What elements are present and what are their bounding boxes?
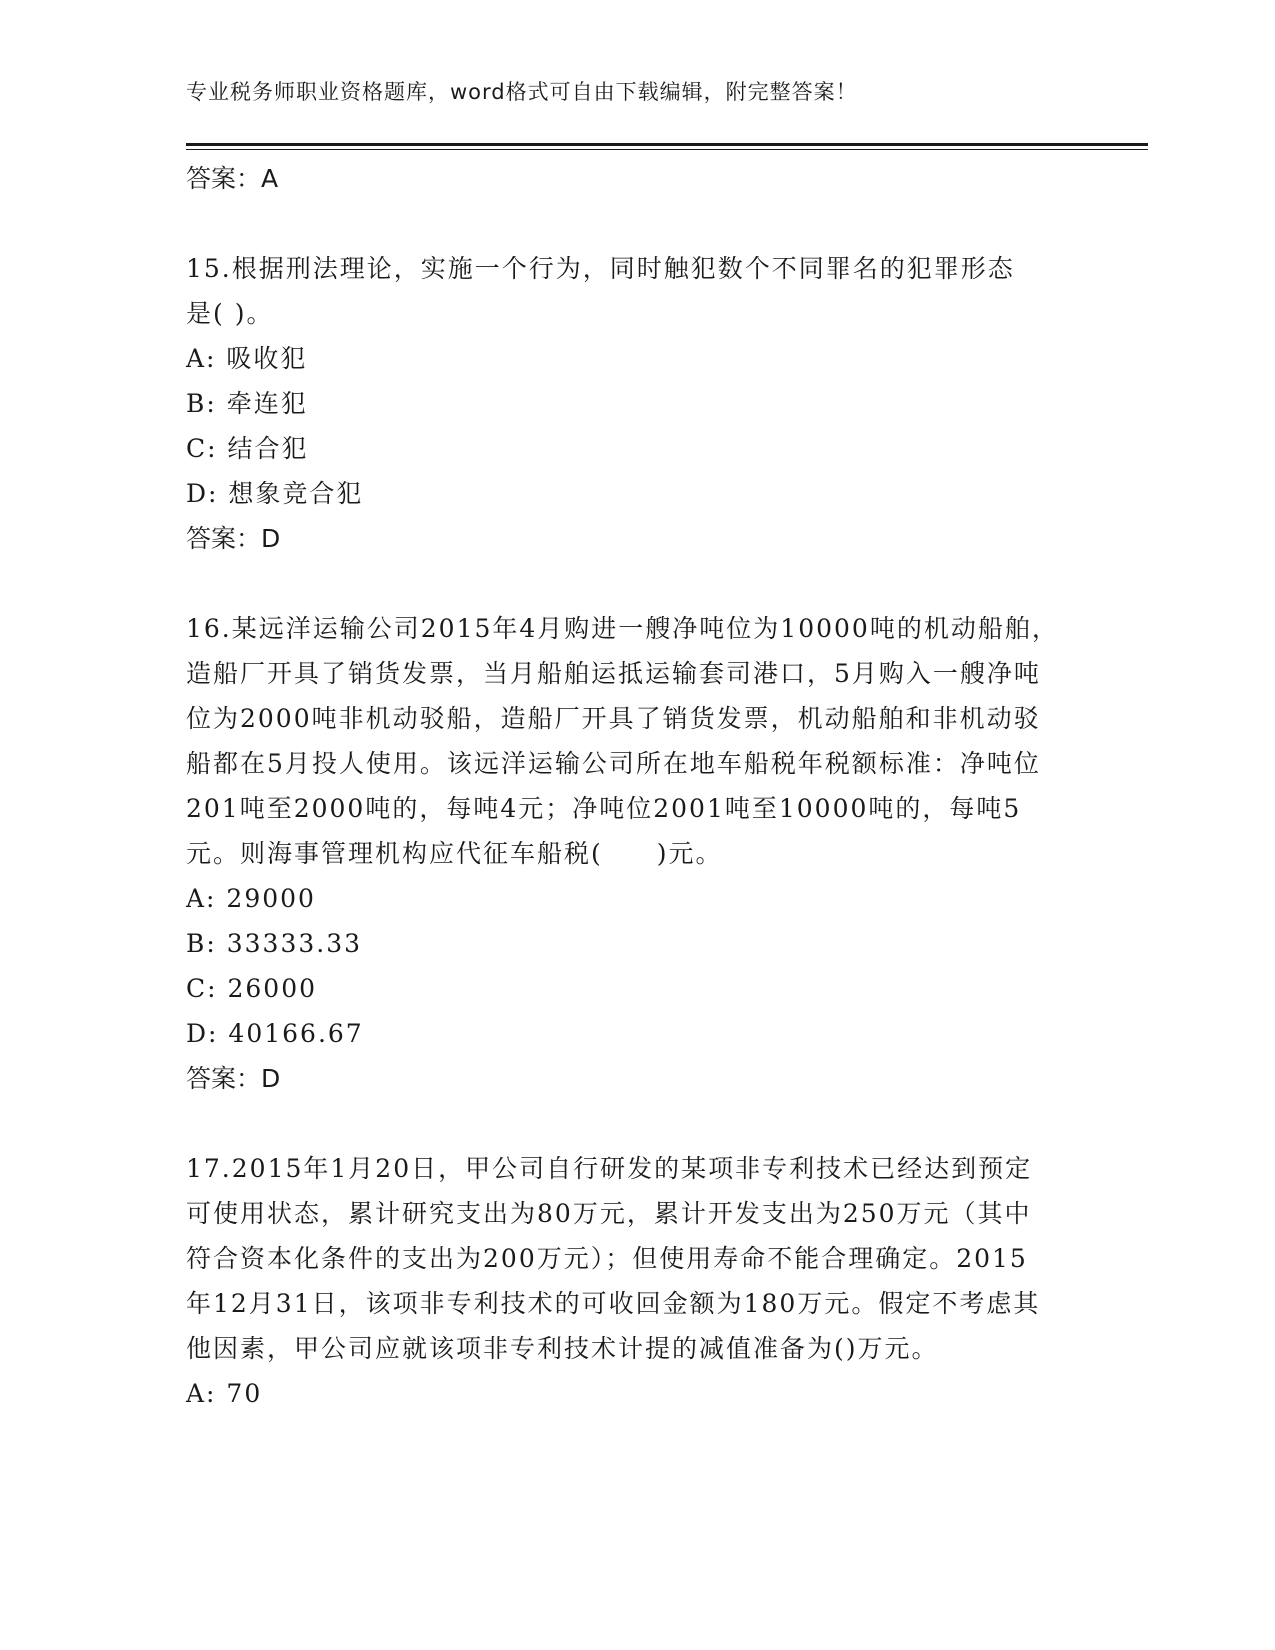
question-stem: 16.某远洋运输公司2015年4月购进一艘净吨位为10000吨的机动船舶，造船厂开具了销货发票，当月船舶运抵运输套司港口，5月购入一艘净吨位为2000吨非机动驳船，造船厂开具了销货发票，机动船舶和非机动驳船都在5月投人使用。该远洋运输公司所在地车船税年税额标准：净吨位201吨至2000吨的，每吨4元；净吨位2001吨至10000吨的，每吨5元。则海事管理机构应代征车船税( )元。 [186,614,1059,868]
option-c: C: 26000 [186,974,318,1003]
answer-line: 答案：D [186,524,281,553]
question-stem: 17.2015年1月20日，甲公司自行研发的某项非专利技术已经达到预定可使用状态，累计研究支出为80万元，累计开发支出为250万元（其中符合资本化条件的支出为200万元）；但使用寿命不能合理确定。2015年12月31日，该项非专利技术的可收回金额为180万元。假定不考虑其他因素，甲公司应就该项非专利技术计提的减值准备为()万元。 [186,1154,1041,1363]
page-header: 专业税务师职业资格题库，word格式可自由下载编辑，附完整答案！ [186,80,858,104]
header-rule-thick [186,143,1148,146]
option-a: A: 70 [186,1379,263,1408]
option-b: B: 牵连犯 [186,389,308,418]
option-c: C: 结合犯 [186,434,309,463]
header-rule-thin [186,149,1148,150]
answer-line: 答案：D [186,1064,281,1093]
option-d: D: 想象竞合犯 [186,479,364,508]
question-list [186,156,1086,1416]
option-b: B: 33333.33 [186,929,363,958]
option-a: A: 29000 [186,884,316,913]
option-d: D: 40166.67 [186,1019,364,1048]
option-a: A: 吸收犯 [186,344,308,373]
answer-line: 答案：A [186,164,279,193]
question-stem: 15.根据刑法理论，实施一个行为，同时触犯数个不同罪名的犯罪形态是( )。 [186,254,1015,328]
